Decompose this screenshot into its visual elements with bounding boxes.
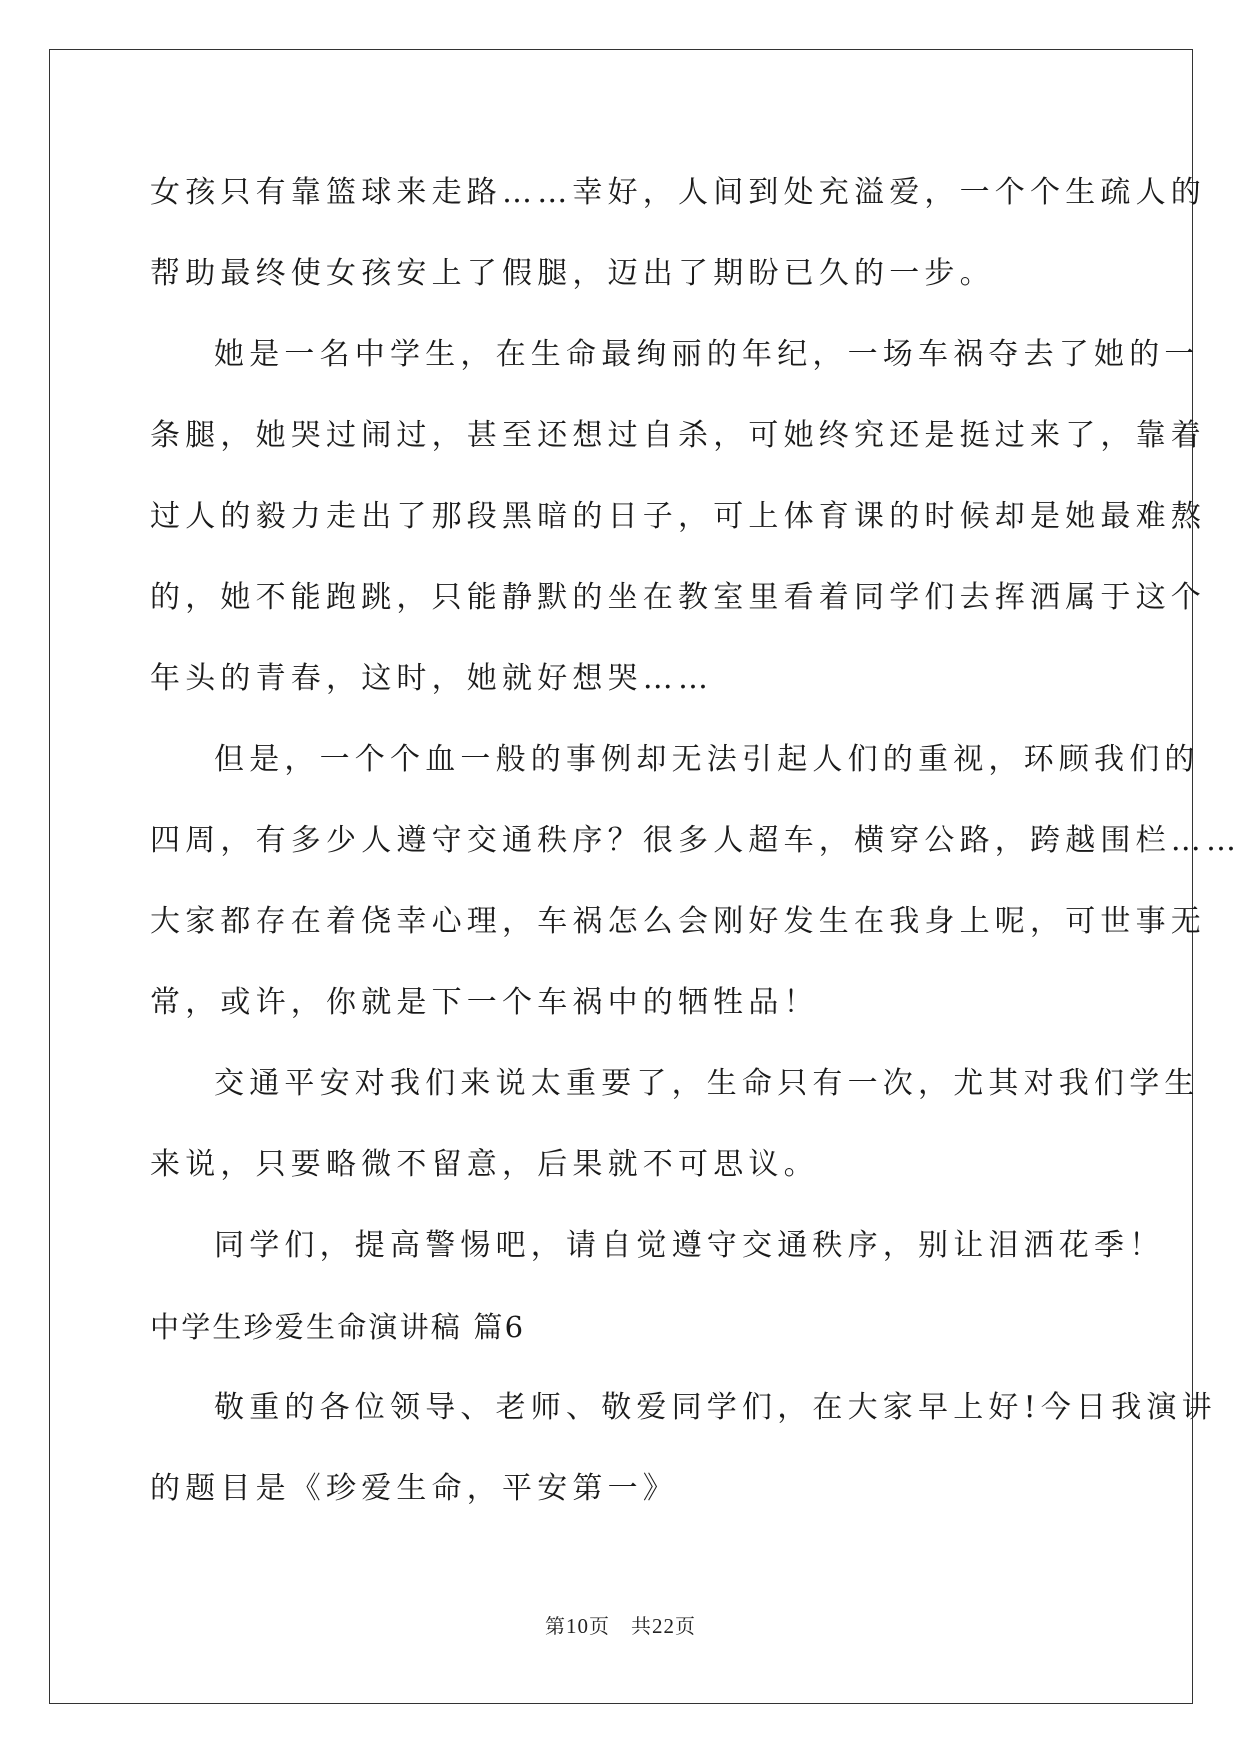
footer-mid: 页 共 bbox=[589, 1614, 652, 1638]
body-line: 同学们，提高警惕吧，请自觉遵守交通秩序，别让泪洒花季！ bbox=[214, 1228, 1165, 1263]
body-line: 过人的毅力走出了那段黑暗的日子，可上体育课的时候却是她最难熬 bbox=[150, 499, 1206, 534]
body-line: 四周，有多少人遵守交通秩序？很多人超车，横穿公路，跨越围栏…… bbox=[150, 823, 1241, 858]
body-line: 条腿，她哭过闹过，甚至还想过自杀，可她终究还是挺过来了，靠着 bbox=[150, 418, 1206, 453]
body-line: 的，她不能跑跳，只能静默的坐在教室里看着同学们去挥洒属于这个 bbox=[150, 580, 1206, 615]
page-footer bbox=[0, 1610, 1241, 1639]
body-line: 敬重的各位领导、老师、敬爱同学们，在大家早上好!今日我演讲 bbox=[214, 1390, 1217, 1425]
body-line: 常，或许，你就是下一个车祸中的牺牲品！ bbox=[150, 985, 819, 1020]
body-line: 女孩只有靠篮球来走路……幸好，人间到处充溢爱，一个个生疏人的 bbox=[150, 175, 1206, 210]
body-line: 帮助最终使女孩安上了假腿，迈出了期盼已久的一步。 bbox=[150, 256, 995, 291]
footer-prefix: 第 bbox=[545, 1614, 566, 1638]
body-line: 年头的青春，这时，她就好想哭…… bbox=[150, 661, 714, 696]
document-body bbox=[150, 158, 1241, 1535]
body-line: 大家都存在着侥幸心理，车祸怎么会刚好发生在我身上呢，可世事无 bbox=[150, 904, 1206, 939]
footer-suffix: 页 bbox=[675, 1614, 696, 1638]
body-line: 交通平安对我们来说太重要了，生命只有一次，尤其对我们学生 bbox=[214, 1066, 1200, 1101]
current-page-number: 10 bbox=[566, 1614, 589, 1638]
body-line: 的题目是《珍爱生命，平安第一》 bbox=[150, 1471, 678, 1506]
body-line: 来说，只要略微不留意，后果就不可思议。 bbox=[150, 1147, 819, 1182]
total-pages-number: 22 bbox=[652, 1614, 675, 1638]
section-heading: 中学生珍爱生命演讲稿 篇6 bbox=[150, 1310, 526, 1344]
body-line: 她是一名中学生，在生命最绚丽的年纪，一场车祸夺去了她的一 bbox=[214, 337, 1200, 372]
body-line: 但是，一个个血一般的事例却无法引起人们的重视，环顾我们的 bbox=[214, 742, 1200, 777]
